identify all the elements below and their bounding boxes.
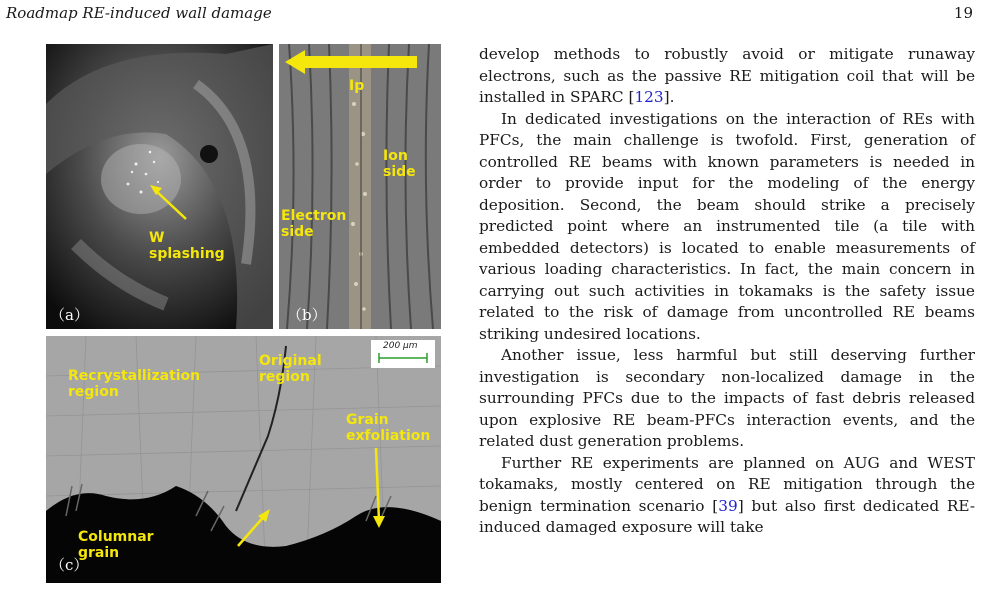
figure-panel-c bbox=[46, 336, 441, 583]
figure-panel-a bbox=[46, 44, 273, 329]
panel-c-label: （c） bbox=[50, 556, 89, 574]
body-text bbox=[479, 44, 975, 539]
grain-exfoliation-label: Grain exfoliation bbox=[346, 412, 431, 444]
ip-label: Ip bbox=[349, 78, 365, 94]
running-head: Roadmap RE-induced wall damage bbox=[6, 4, 272, 22]
tokamak-interior-photo bbox=[46, 44, 273, 329]
citation-link[interactable]: 123 bbox=[634, 88, 664, 106]
panel-a-label: （a） bbox=[50, 306, 89, 324]
paragraph-4: Further RE experiments are planned on AUG and WEST tokamaks, mostly centered on RE mitigation through the benign termination scenario [39] but also first dedicated RE-induced damaged exposure will take bbox=[479, 453, 975, 536]
ion-side-label: Ion side bbox=[383, 148, 416, 180]
recrystallization-label: Recrystallization region bbox=[68, 368, 201, 400]
w-splashing-label: W splashing bbox=[149, 230, 225, 262]
citation-link[interactable]: 39 bbox=[718, 496, 738, 515]
paragraph-2: In dedicated investigations on the interaction of REs with PFCs, the main challenge is twofold. First, generation of controlled RE beams with known parameters is needed in order to provide input for the modeling of the energy deposition. Second, the beam should strike a precisely predicted point where an instrumented tile (a tile with embedded detectors) is located to enable measurements of various loading characteristics. In fact, the main concern in carrying out such activities in tokamaks is the safety issue related to the risk of damage from uncontrolled RE beams striking undesired locations. bbox=[479, 109, 975, 343]
figure-panel-b bbox=[279, 44, 441, 329]
electron-side-label: Electron side bbox=[281, 208, 347, 240]
paragraph-1: develop methods to robustly avoid or mitigate runaway electrons, such as the passive RE mitigation coil that will be installed in SPARC [123]. bbox=[479, 45, 975, 106]
page-number: 19 bbox=[953, 4, 973, 22]
paragraph-3: Another issue, less harmful but still deserving further investigation is secondary non-localized damage in the surrounding PFCs due to the impacts of fast debris released upon explosive RE beam-PFCs interaction events, and the related dust generation problems. bbox=[479, 346, 975, 450]
panel-b-label: （b） bbox=[287, 306, 327, 324]
original-region-label: Original region bbox=[259, 353, 322, 385]
columnar-grain-label: Columnar grain bbox=[78, 529, 154, 561]
scale-bar-label: 200 μm bbox=[383, 341, 418, 351]
